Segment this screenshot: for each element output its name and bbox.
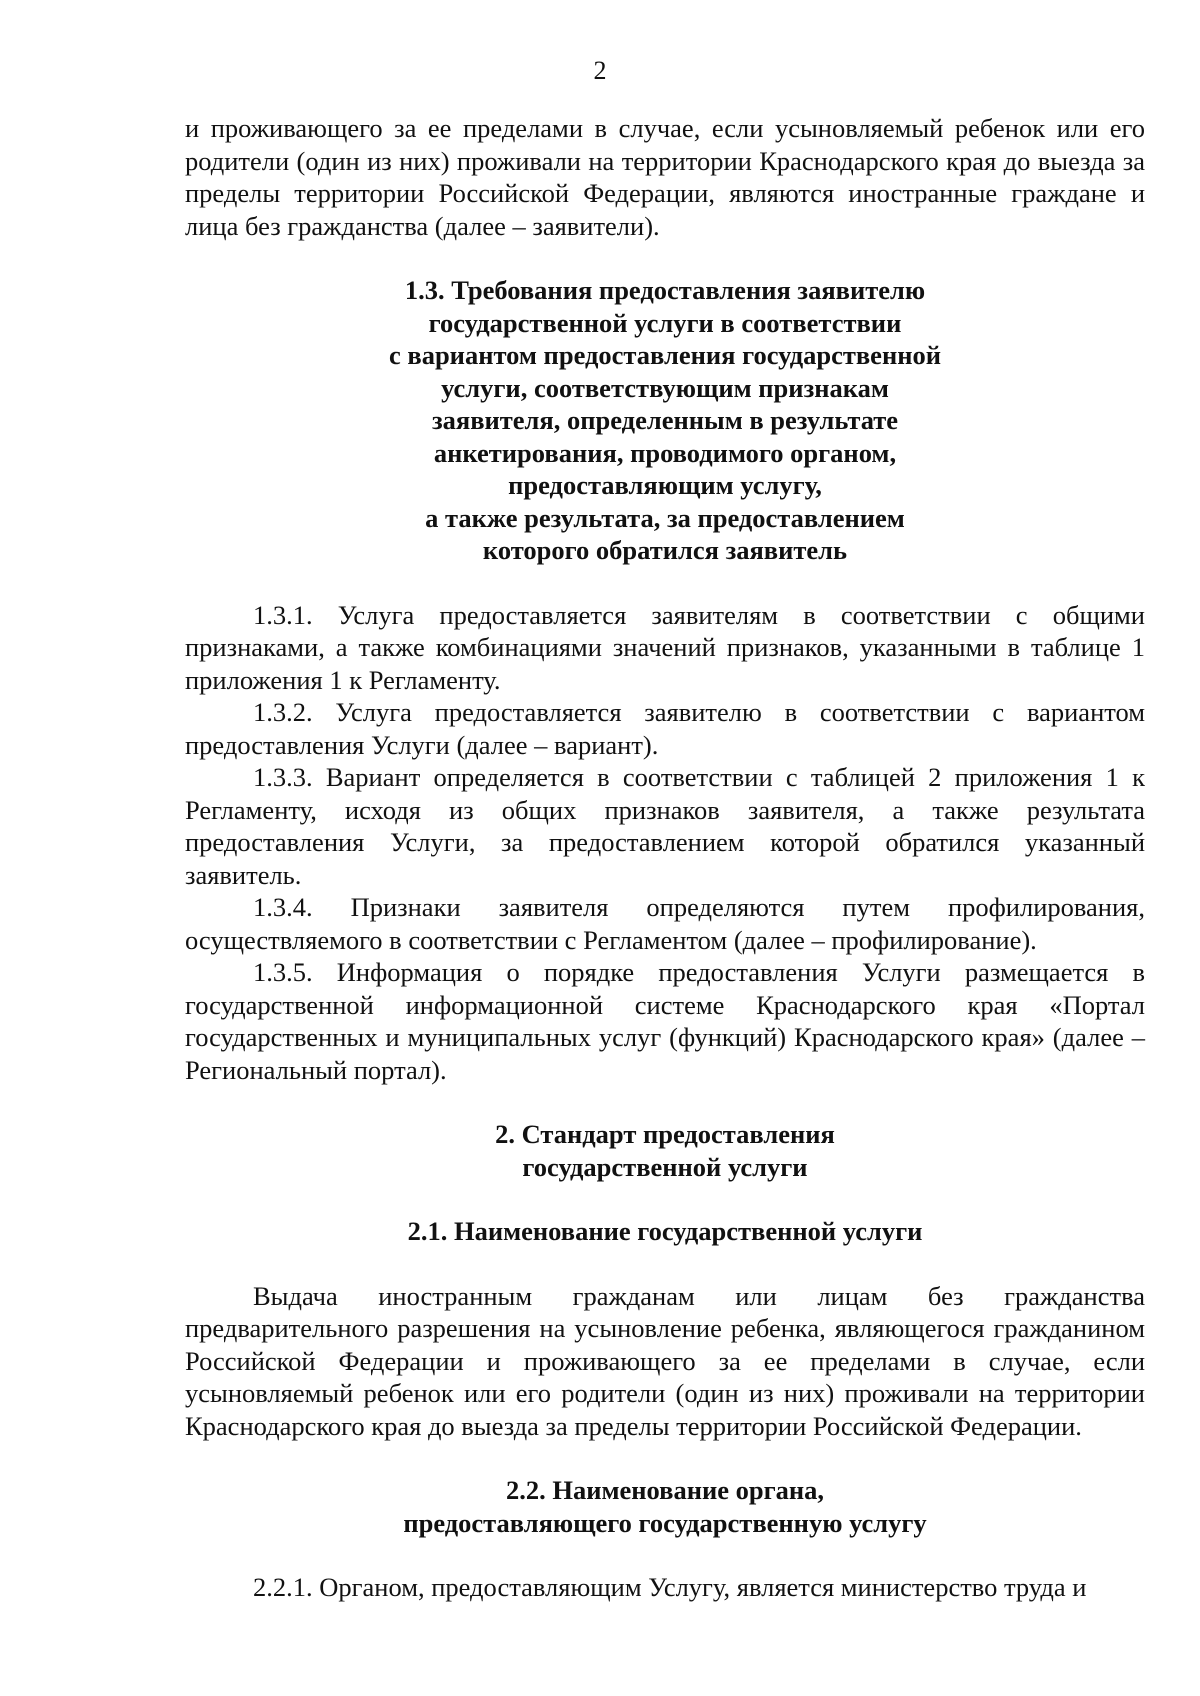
heading-line: а также результата, за предоставлением — [425, 502, 905, 533]
heading-line: государственной услуги в соответствии — [428, 307, 902, 338]
paragraph-1-3-1: 1.3.1. Услуга предоставляется заявителям в соответствии с общими признаками, а также комбинациями значений признаков, указанными в таблице 1 приложения 1 к Регламенту. — [185, 599, 1145, 695]
heading-line: анкетирования, проводимого органом, — [433, 437, 897, 468]
section-2-1-heading: 2.1. Наименование государственной услуги — [407, 1216, 923, 1246]
document-body — [185, 112, 1145, 1604]
heading-line: государственной услуги — [522, 1151, 808, 1182]
paragraph-1-3-4: 1.3.4. Признаки заявителя определяются путем профилирования, осуществляемого в соответствии с Регламентом (далее – профилирование). — [185, 892, 1145, 955]
section-2-1-paragraph: Выдача иностранным гражданам или лицам без гражданства предварительного разрешения на усыновление ребенка, являющегося гражданином Российской Федерации и проживающего за ее пределами в случае, если усыновляемый ребенок или его родители (один из них) проживали на территории Краснодарского края до выезда за пределы территории Российской Федерации. — [185, 1280, 1145, 1441]
section-1-3-heading — [185, 274, 1145, 567]
paragraph-2-2-1: 2.2.1. Органом, предоставляющим Услугу, является министерство труда и — [253, 1572, 1087, 1602]
section-1-3-paragraphs — [185, 599, 1145, 1087]
heading-line: которого обратился заявитель — [482, 535, 848, 565]
heading-line: 2.2. Наименование органа, — [505, 1475, 825, 1505]
section-2-2-heading — [185, 1474, 1145, 1539]
heading-line: предоставляющим услугу, — [508, 470, 822, 500]
page-number: 2 — [593, 56, 607, 85]
intro-paragraph: и проживающего за ее пределами в случае, если усыновляемый ребенок или его родители (один из них) проживали на территории Краснодарского края до выезда за пределы территории Российской Федерации, являются иностранные граждане и лица без гражданства (далее – заявители). — [185, 113, 1145, 241]
paragraph-1-3-5: 1.3.5. Информация о порядке предоставления Услуги размещается в государственной информационной системе Краснодарского края «Портал государственных и муниципальных услуг (функций) Краснодарского края» (далее – Региональный портал). — [185, 957, 1145, 1085]
paragraph-1-3-3: 1.3.3. Вариант определяется в соответствии с таблицей 2 приложения 1 к Регламенту, исходя из общих признаков заявителя, а также результата предоставления Услуги, за предоставлением которой обратился указанный заявитель. — [185, 762, 1145, 890]
section-2-heading — [185, 1118, 1145, 1183]
heading-line: 2. Стандарт предоставления — [495, 1119, 835, 1149]
heading-line: с вариантом предоставления государственной — [389, 340, 941, 370]
paragraph-1-3-2: 1.3.2. Услуга предоставляется заявителю в соответствии с вариантом предоставления Услуги (далее – вариант). — [185, 697, 1145, 760]
heading-line: услуги, соответствующим признакам — [441, 372, 889, 403]
heading-line: предоставляющего государственную услугу — [403, 1507, 927, 1538]
heading-line: 1.3. Требования предоставления заявителю — [404, 275, 926, 305]
heading-line: заявителя, определенным в результате — [431, 405, 899, 435]
